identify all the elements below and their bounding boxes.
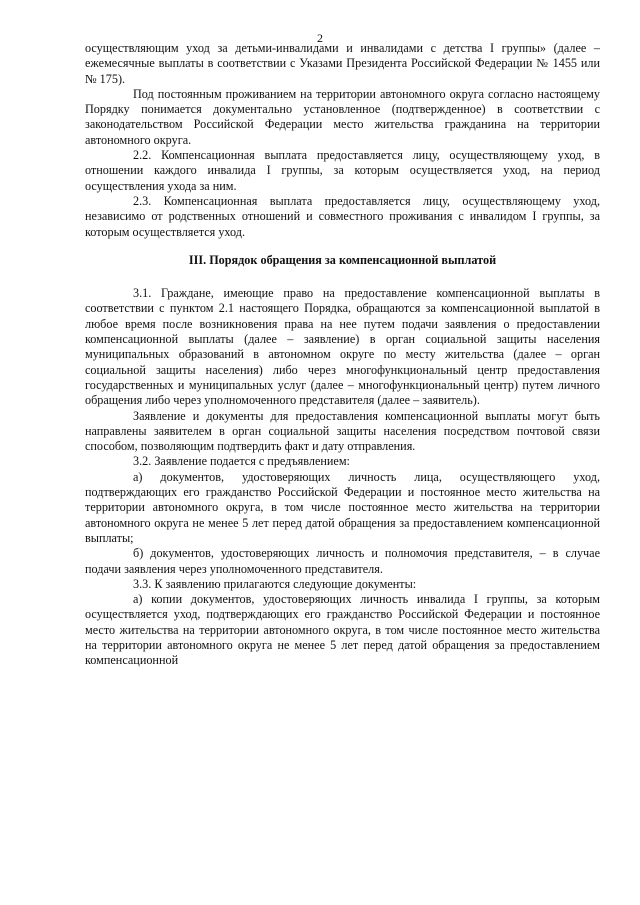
document-body — [85, 41, 600, 669]
paragraph-3-1: 3.1. Граждане, имеющие право на предоставление компенсационной выплаты в соответствии с пунктом 2.1 настоящего Порядка, обращаются за компенсационной выплатой в любое время после возникновения права на нее путем подачи заявления о предоставлении компенсационной выплаты (далее – заявление) в орган социальной защиты населения муниципальных образований в автономном округе по месту жительства (далее – орган социальной защиты населения) либо через многофункциональный центр предоставления государственных и муниципальных услуг (далее – многофункциональный центр) путем личного обращения либо через уполномоченного представителя (далее – заявитель). — [85, 286, 600, 408]
paragraph-3-3-a: а) копии документов, удостоверяющих личность инвалида I группы, за которым осуществляется уход, подтверждающих его гражданство Российской Федерации и постоянное место жительства на территории автономного округа, в том числе постоянное место жительства на территории автономного округа не менее 5 лет перед датой обращения за предоставлением компенсационной — [85, 592, 600, 668]
paragraph-3-3: 3.3. К заявлению прилагаются следующие документы: — [133, 576, 417, 591]
paragraph-postal-submission: Заявление и документы для предоставления компенсационной выплаты могут быть направлены заявителем в орган социальной защиты населения посредством почтовой связи способом, позволяющим подтвердить факт и дату отправления. — [85, 408, 600, 454]
paragraph-3-2: 3.2. Заявление подается с предъявлением: — [133, 454, 350, 469]
page-number: 2 — [317, 31, 323, 45]
section-heading: III. Порядок обращения за компенсационной выплатой — [188, 252, 497, 267]
paragraph-3-2-a: а) документов, удостоверяющих личность лица, осуществляющего уход, подтверждающих его гражданство Российской Федерации и постоянное место жительства на территории автономного округа, в том числе постоянное место жительства на территории автономного округа не менее 5 лет перед датой обращения за предоставлением компенсационной выплаты; — [85, 469, 600, 545]
paragraph-3-2-b: б) документов, удостоверяющих личность и полномочия представителя, – в случае подачи заявления через уполномоченного представителя. — [85, 546, 600, 576]
paragraph-continuation: осуществляющим уход за детьми-инвалидами и инвалидами с детства I группы» (далее – ежемесячные выплаты в соответствии с Указами Президента Российской Федерации № 1455 или № 175). — [85, 41, 600, 86]
paragraph-2-3: 2.3. Компенсационная выплата предоставляется лицу, осуществляющему уход, независимо от родственных отношений и совместного проживания с инвалидом I группы, за которым осуществляется уход. — [85, 193, 600, 239]
paragraph-residence-definition: Под постоянным проживанием на территории автономного округа согласно настоящему Порядку понимается документально установленное (подтвержденное) в соответствии с законодательством Российской Федерации место жительства гражданина на территории автономного округа. — [85, 86, 600, 147]
paragraph-2-2: 2.2. Компенсационная выплата предоставляется лицу, осуществляющему уход, в отношении каждого инвалида I группы, за которым осуществляется уход, на период осуществления ухода за ним. — [85, 148, 600, 193]
